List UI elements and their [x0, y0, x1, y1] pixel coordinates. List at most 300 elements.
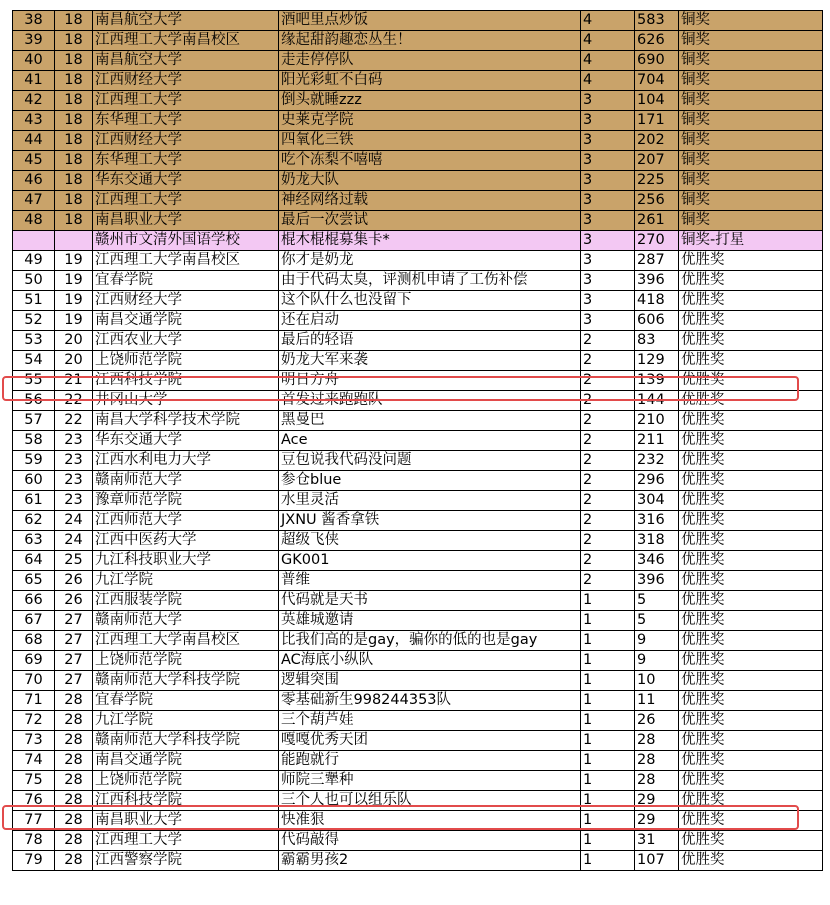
team-cell: 比我们高的是gay，骗你的低的也是gay	[279, 631, 581, 651]
penalty-cell: 396	[635, 271, 679, 291]
table-row	[13, 191, 823, 211]
solved-rank-cell: 18	[55, 91, 93, 111]
solved-count-cell: 1	[581, 671, 635, 691]
penalty-cell: 225	[635, 171, 679, 191]
award-cell: 优胜奖	[679, 811, 823, 831]
school-cell: 华东交通大学	[93, 431, 279, 451]
rank-cell: 71	[13, 691, 55, 711]
penalty-cell: 211	[635, 431, 679, 451]
team-cell: 代码就是天书	[279, 591, 581, 611]
team-cell: 神经网络过载	[279, 191, 581, 211]
award-cell: 优胜奖	[679, 851, 823, 871]
award-cell: 优胜奖	[679, 671, 823, 691]
table-row	[13, 391, 823, 411]
award-cell: 优胜奖	[679, 271, 823, 291]
solved-count-cell: 2	[581, 331, 635, 351]
school-cell: 宜春学院	[93, 691, 279, 711]
school-cell: 上饶师范学院	[93, 351, 279, 371]
solved-count-cell: 1	[581, 791, 635, 811]
solved-count-cell: 1	[581, 611, 635, 631]
team-cell: 史莱克学院	[279, 111, 581, 131]
table-row	[13, 291, 823, 311]
table-row	[13, 371, 823, 391]
solved-count-cell: 3	[581, 191, 635, 211]
award-cell: 优胜奖	[679, 511, 823, 531]
penalty-cell: 256	[635, 191, 679, 211]
penalty-cell: 583	[635, 11, 679, 31]
team-cell: Ace	[279, 431, 581, 451]
rank-cell: 65	[13, 571, 55, 591]
rank-cell: 58	[13, 431, 55, 451]
solved-rank-cell: 28	[55, 751, 93, 771]
table-row	[13, 11, 823, 31]
table-row	[13, 731, 823, 751]
award-cell: 铜奖-打星	[679, 231, 823, 251]
table-row	[13, 851, 823, 871]
rank-cell: 69	[13, 651, 55, 671]
school-cell: 华东交通大学	[93, 171, 279, 191]
table-row	[13, 671, 823, 691]
team-cell: 黑曼巴	[279, 411, 581, 431]
team-cell: 缘起甜韵趣恋丛生！	[279, 31, 581, 51]
solved-rank-cell: 18	[55, 151, 93, 171]
solved-rank-cell: 18	[55, 71, 93, 91]
rank-cell: 40	[13, 51, 55, 71]
team-cell: 普维	[279, 571, 581, 591]
solved-rank-cell: 26	[55, 591, 93, 611]
penalty-cell: 83	[635, 331, 679, 351]
team-cell: 由于代码太臭，评测机申请了工伤补偿	[279, 271, 581, 291]
solved-rank-cell: 20	[55, 351, 93, 371]
team-cell: 阳光彩虹不白码	[279, 71, 581, 91]
rank-cell: 67	[13, 611, 55, 631]
team-cell: 三个葫芦娃	[279, 711, 581, 731]
table-row	[13, 651, 823, 671]
penalty-cell: 316	[635, 511, 679, 531]
rank-cell: 48	[13, 211, 55, 231]
penalty-cell: 207	[635, 151, 679, 171]
team-cell: JXNU 酱香拿铁	[279, 511, 581, 531]
school-cell: 江西理工大学南昌校区	[93, 251, 279, 271]
school-cell: 赣州市文清外国语学校	[93, 231, 279, 251]
penalty-cell: 396	[635, 571, 679, 591]
solved-count-cell: 3	[581, 291, 635, 311]
penalty-cell: 346	[635, 551, 679, 571]
table-row	[13, 551, 823, 571]
award-cell: 铜奖	[679, 111, 823, 131]
table-row	[13, 431, 823, 451]
award-cell: 优胜奖	[679, 471, 823, 491]
solved-count-cell: 2	[581, 411, 635, 431]
solved-count-cell: 4	[581, 11, 635, 31]
penalty-cell: 31	[635, 831, 679, 851]
rank-cell: 64	[13, 551, 55, 571]
solved-rank-cell: 28	[55, 691, 93, 711]
team-cell: 四氧化三铁	[279, 131, 581, 151]
team-cell: 这个队什么也没留下	[279, 291, 581, 311]
penalty-cell: 232	[635, 451, 679, 471]
team-cell: 你才是奶龙	[279, 251, 581, 271]
penalty-cell: 9	[635, 651, 679, 671]
rank-cell: 66	[13, 591, 55, 611]
solved-rank-cell: 28	[55, 771, 93, 791]
award-cell: 铜奖	[679, 71, 823, 91]
solved-count-cell: 2	[581, 371, 635, 391]
school-cell: 江西师范大学	[93, 511, 279, 531]
solved-count-cell: 3	[581, 311, 635, 331]
award-cell: 优胜奖	[679, 451, 823, 471]
rank-cell: 68	[13, 631, 55, 651]
rank-cell: 55	[13, 371, 55, 391]
rank-cell: 74	[13, 751, 55, 771]
solved-count-cell: 3	[581, 151, 635, 171]
solved-rank-cell: 18	[55, 191, 93, 211]
team-cell: 酒吧里点炒饭	[279, 11, 581, 31]
rank-cell: 63	[13, 531, 55, 551]
school-cell: 九江科技职业大学	[93, 551, 279, 571]
table-row	[13, 831, 823, 851]
penalty-cell: 171	[635, 111, 679, 131]
rank-cell: 50	[13, 271, 55, 291]
table-row	[13, 511, 823, 531]
award-cell: 铜奖	[679, 151, 823, 171]
school-cell: 江西财经大学	[93, 131, 279, 151]
penalty-cell: 304	[635, 491, 679, 511]
penalty-cell: 5	[635, 611, 679, 631]
award-cell: 铜奖	[679, 51, 823, 71]
team-cell: 还在启动	[279, 311, 581, 331]
team-cell: 走走停停队	[279, 51, 581, 71]
penalty-cell: 11	[635, 691, 679, 711]
results-table-body	[13, 11, 823, 871]
penalty-cell: 296	[635, 471, 679, 491]
solved-count-cell: 2	[581, 431, 635, 451]
table-row	[13, 591, 823, 611]
solved-rank-cell: 19	[55, 251, 93, 271]
solved-count-cell: 2	[581, 471, 635, 491]
solved-rank-cell: 21	[55, 371, 93, 391]
school-cell: 南昌交通学院	[93, 311, 279, 331]
solved-count-cell: 1	[581, 811, 635, 831]
award-cell: 优胜奖	[679, 791, 823, 811]
school-cell: 九江学院	[93, 571, 279, 591]
penalty-cell: 28	[635, 731, 679, 751]
award-cell: 优胜奖	[679, 831, 823, 851]
solved-rank-cell: 28	[55, 851, 93, 871]
team-cell: 水里灵活	[279, 491, 581, 511]
solved-rank-cell: 18	[55, 171, 93, 191]
solved-rank-cell: 19	[55, 271, 93, 291]
solved-count-cell: 3	[581, 111, 635, 131]
penalty-cell: 144	[635, 391, 679, 411]
award-cell: 优胜奖	[679, 311, 823, 331]
table-row	[13, 471, 823, 491]
penalty-cell: 29	[635, 811, 679, 831]
solved-count-cell: 2	[581, 451, 635, 471]
solved-count-cell: 2	[581, 551, 635, 571]
solved-rank-cell: 22	[55, 391, 93, 411]
rank-cell: 52	[13, 311, 55, 331]
award-cell: 优胜奖	[679, 571, 823, 591]
table-row	[13, 151, 823, 171]
solved-rank-cell: 28	[55, 711, 93, 731]
solved-count-cell: 2	[581, 391, 635, 411]
table-row	[13, 451, 823, 471]
penalty-cell: 690	[635, 51, 679, 71]
award-cell: 优胜奖	[679, 411, 823, 431]
solved-count-cell: 1	[581, 851, 635, 871]
school-cell: 江西财经大学	[93, 71, 279, 91]
school-cell: 江西理工大学	[93, 831, 279, 851]
solved-rank-cell: 18	[55, 31, 93, 51]
team-cell: 奶龙大军来袭	[279, 351, 581, 371]
table-row	[13, 491, 823, 511]
team-cell: 零基础新生998244353队	[279, 691, 581, 711]
school-cell: 九江学院	[93, 711, 279, 731]
school-cell: 江西中医药大学	[93, 531, 279, 551]
team-cell: AC海底小纵队	[279, 651, 581, 671]
solved-rank-cell: 18	[55, 131, 93, 151]
solved-count-cell: 3	[581, 171, 635, 191]
solved-rank-cell: 23	[55, 471, 93, 491]
rank-cell: 76	[13, 791, 55, 811]
award-cell: 优胜奖	[679, 731, 823, 751]
team-cell: 明日方舟	[279, 371, 581, 391]
solved-count-cell: 3	[581, 211, 635, 231]
rank-cell: 75	[13, 771, 55, 791]
solved-count-cell: 1	[581, 591, 635, 611]
solved-rank-cell: 27	[55, 631, 93, 651]
team-cell: 师院三犟种	[279, 771, 581, 791]
award-cell: 铜奖	[679, 11, 823, 31]
team-cell: 代码敲得	[279, 831, 581, 851]
award-cell: 优胜奖	[679, 431, 823, 451]
award-cell: 优胜奖	[679, 531, 823, 551]
award-cell: 优胜奖	[679, 371, 823, 391]
award-cell: 铜奖	[679, 91, 823, 111]
rank-cell: 39	[13, 31, 55, 51]
solved-count-cell: 4	[581, 31, 635, 51]
school-cell: 江西科技学院	[93, 791, 279, 811]
solved-count-cell: 1	[581, 771, 635, 791]
award-cell: 优胜奖	[679, 251, 823, 271]
award-cell: 优胜奖	[679, 631, 823, 651]
penalty-cell: 210	[635, 411, 679, 431]
penalty-cell: 606	[635, 311, 679, 331]
table-row	[13, 711, 823, 731]
rank-cell: 78	[13, 831, 55, 851]
school-cell: 上饶师范学院	[93, 651, 279, 671]
award-cell: 优胜奖	[679, 351, 823, 371]
penalty-cell: 29	[635, 791, 679, 811]
team-cell: 超级飞侠	[279, 531, 581, 551]
table-row	[13, 691, 823, 711]
rank-cell: 44	[13, 131, 55, 151]
solved-rank-cell: 26	[55, 571, 93, 591]
penalty-cell: 418	[635, 291, 679, 311]
award-cell: 优胜奖	[679, 551, 823, 571]
table-row	[13, 411, 823, 431]
award-cell: 优胜奖	[679, 711, 823, 731]
school-cell: 赣南师范大学	[93, 611, 279, 631]
solved-count-cell: 3	[581, 91, 635, 111]
award-cell: 铜奖	[679, 211, 823, 231]
penalty-cell: 5	[635, 591, 679, 611]
rank-cell	[13, 231, 55, 251]
solved-rank-cell: 27	[55, 671, 93, 691]
solved-rank-cell: 23	[55, 431, 93, 451]
school-cell: 江西警察学院	[93, 851, 279, 871]
rank-cell: 72	[13, 711, 55, 731]
solved-count-cell: 1	[581, 651, 635, 671]
penalty-cell: 318	[635, 531, 679, 551]
table-row	[13, 791, 823, 811]
school-cell: 南昌职业大学	[93, 811, 279, 831]
team-cell: 奶龙大队	[279, 171, 581, 191]
table-row	[13, 311, 823, 331]
rank-cell: 38	[13, 11, 55, 31]
penalty-cell: 626	[635, 31, 679, 51]
school-cell: 江西理工大学	[93, 91, 279, 111]
solved-count-cell: 1	[581, 731, 635, 751]
school-cell: 南昌大学科学技术学院	[93, 411, 279, 431]
table-row	[13, 51, 823, 71]
solved-count-cell: 4	[581, 71, 635, 91]
penalty-cell: 129	[635, 351, 679, 371]
solved-count-cell: 1	[581, 711, 635, 731]
penalty-cell: 28	[635, 771, 679, 791]
school-cell: 东华理工大学	[93, 111, 279, 131]
table-row	[13, 811, 823, 831]
penalty-cell: 104	[635, 91, 679, 111]
school-cell: 江西水利电力大学	[93, 451, 279, 471]
award-cell: 铜奖	[679, 171, 823, 191]
school-cell: 南昌航空大学	[93, 11, 279, 31]
solved-count-cell: 3	[581, 231, 635, 251]
penalty-cell: 28	[635, 751, 679, 771]
table-row	[13, 531, 823, 551]
school-cell: 赣南师范大学科技学院	[93, 671, 279, 691]
solved-rank-cell: 19	[55, 311, 93, 331]
school-cell: 南昌交通学院	[93, 751, 279, 771]
school-cell: 井冈山大学	[93, 391, 279, 411]
rank-cell: 70	[13, 671, 55, 691]
rank-cell: 42	[13, 91, 55, 111]
penalty-cell: 26	[635, 711, 679, 731]
solved-rank-cell: 28	[55, 831, 93, 851]
solved-count-cell: 1	[581, 831, 635, 851]
rank-cell: 41	[13, 71, 55, 91]
solved-rank-cell: 24	[55, 511, 93, 531]
award-cell: 优胜奖	[679, 651, 823, 671]
table-row	[13, 251, 823, 271]
penalty-cell: 261	[635, 211, 679, 231]
solved-rank-cell: 18	[55, 51, 93, 71]
rank-cell: 79	[13, 851, 55, 871]
team-cell: 首发过来跑跑队	[279, 391, 581, 411]
rank-cell: 47	[13, 191, 55, 211]
rank-cell: 60	[13, 471, 55, 491]
solved-count-cell: 1	[581, 631, 635, 651]
award-cell: 优胜奖	[679, 691, 823, 711]
award-cell: 铜奖	[679, 191, 823, 211]
solved-rank-cell: 28	[55, 731, 93, 751]
school-cell: 宜春学院	[93, 271, 279, 291]
award-cell: 优胜奖	[679, 291, 823, 311]
table-row	[13, 211, 823, 231]
table-row	[13, 131, 823, 151]
solved-count-cell: 2	[581, 571, 635, 591]
school-cell: 江西理工大学南昌校区	[93, 631, 279, 651]
team-cell: 英雄城邀请	[279, 611, 581, 631]
award-cell: 优胜奖	[679, 391, 823, 411]
table-row	[13, 171, 823, 191]
award-cell: 优胜奖	[679, 771, 823, 791]
rank-cell: 43	[13, 111, 55, 131]
table-row	[13, 91, 823, 111]
school-cell: 江西财经大学	[93, 291, 279, 311]
team-cell: 参仓blue	[279, 471, 581, 491]
school-cell: 东华理工大学	[93, 151, 279, 171]
penalty-cell: 10	[635, 671, 679, 691]
rank-cell: 62	[13, 511, 55, 531]
solved-count-cell: 3	[581, 251, 635, 271]
school-cell: 上饶师范学院	[93, 771, 279, 791]
team-cell: 嘎嘎优秀天团	[279, 731, 581, 751]
solved-rank-cell: 25	[55, 551, 93, 571]
award-cell: 铜奖	[679, 131, 823, 151]
rank-cell: 54	[13, 351, 55, 371]
penalty-cell: 202	[635, 131, 679, 151]
solved-count-cell: 2	[581, 351, 635, 371]
penalty-cell: 704	[635, 71, 679, 91]
solved-rank-cell: 20	[55, 331, 93, 351]
school-cell: 江西理工大学	[93, 191, 279, 211]
rank-cell: 51	[13, 291, 55, 311]
school-cell: 赣南师范大学科技学院	[93, 731, 279, 751]
solved-rank-cell: 18	[55, 211, 93, 231]
team-cell: 最后的轻语	[279, 331, 581, 351]
solved-rank-cell: 18	[55, 111, 93, 131]
team-cell: 逻辑突围	[279, 671, 581, 691]
award-cell: 铜奖	[679, 31, 823, 51]
table-row	[13, 71, 823, 91]
team-cell: 棍木棍棍募集卡*	[279, 231, 581, 251]
school-cell: 江西科技学院	[93, 371, 279, 391]
team-cell: 最后一次尝试	[279, 211, 581, 231]
solved-count-cell: 2	[581, 531, 635, 551]
rank-cell: 59	[13, 451, 55, 471]
table-row	[13, 631, 823, 651]
team-cell: 快准狠	[279, 811, 581, 831]
penalty-cell: 287	[635, 251, 679, 271]
school-cell: 南昌职业大学	[93, 211, 279, 231]
school-cell: 江西农业大学	[93, 331, 279, 351]
penalty-cell: 139	[635, 371, 679, 391]
award-cell: 优胜奖	[679, 491, 823, 511]
solved-rank-cell: 28	[55, 791, 93, 811]
rank-cell: 73	[13, 731, 55, 751]
team-cell: 倒头就睡zzz	[279, 91, 581, 111]
table-row	[13, 111, 823, 131]
rank-cell: 56	[13, 391, 55, 411]
rank-cell: 49	[13, 251, 55, 271]
solved-count-cell: 3	[581, 131, 635, 151]
solved-rank-cell: 24	[55, 531, 93, 551]
team-cell: 霸霸男孩2	[279, 851, 581, 871]
solved-rank-cell: 23	[55, 491, 93, 511]
solved-rank-cell: 23	[55, 451, 93, 471]
